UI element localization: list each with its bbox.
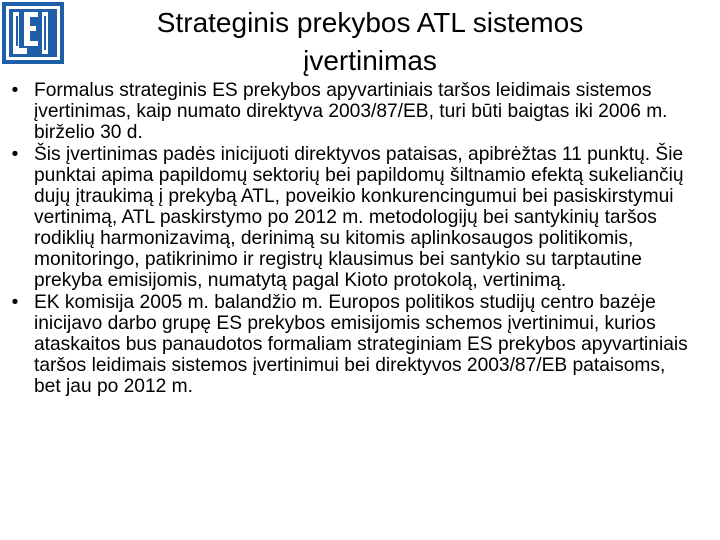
bullet-item (0, 144, 720, 291)
bullet-dot-icon: • (11, 80, 19, 101)
bullet-dot-icon: • (11, 144, 19, 165)
bullet-text: EK komisija 2005 m. balandžio m. Europos politikos studijų centro bazėje inicijavo darbo grupę ES prekybos emisijomis schemos įvertinimui, kurios ataskaitos bus panaudotos formaliam strateginiam ES prekybos apyvartiniais taršos leidimais sistemos įvertinimui bei direktyvos 2003/87/EB pataisoms, bet jau po 2012 m. (34, 292, 688, 397)
logo (2, 2, 64, 64)
bullet-item (0, 80, 720, 143)
slide-title (70, 4, 670, 80)
bullet-dot-icon: • (11, 292, 19, 313)
stylized-letters-logo-icon (2, 2, 64, 64)
slide-body (0, 80, 720, 398)
bullet-item (0, 292, 720, 397)
bullet-list (0, 80, 720, 397)
title-line-1: Strateginis prekybos ATL sistemos (156, 7, 584, 38)
bullet-text: Formalus strateginis ES prekybos apyvartiniais taršos leidimais sistemos įvertinimas, kaip numato direktyva 2003/87/EB, turi būti baigtas iki 2006 m. birželio 30 d. (34, 80, 668, 143)
bullet-text: Šis įvertinimas padės inicijuoti direktyvos pataisas, apibrėžtas 11 punktų. Šie punktai apima papildomų sektorių bei papildomų šiltnamio efektą sukeliančių dujų įtraukimą į prekybą ATL, poveikio konkurencingumui bei pasiskirstymui vertinimą, ATL paskirstymo po 2012 m. metodologijų bei santykinių taršos rodiklių harmonizavimą, derinimą su kitomis aplinkosaugos politikomis, monitoringo, patikrinimo ir registrų klausimus bei santykio su tarptautine prekyba emisijomis, numatytą pagal Kioto protokolą, vertinimą. (34, 144, 684, 291)
title-line-2: įvertinimas (303, 45, 437, 76)
